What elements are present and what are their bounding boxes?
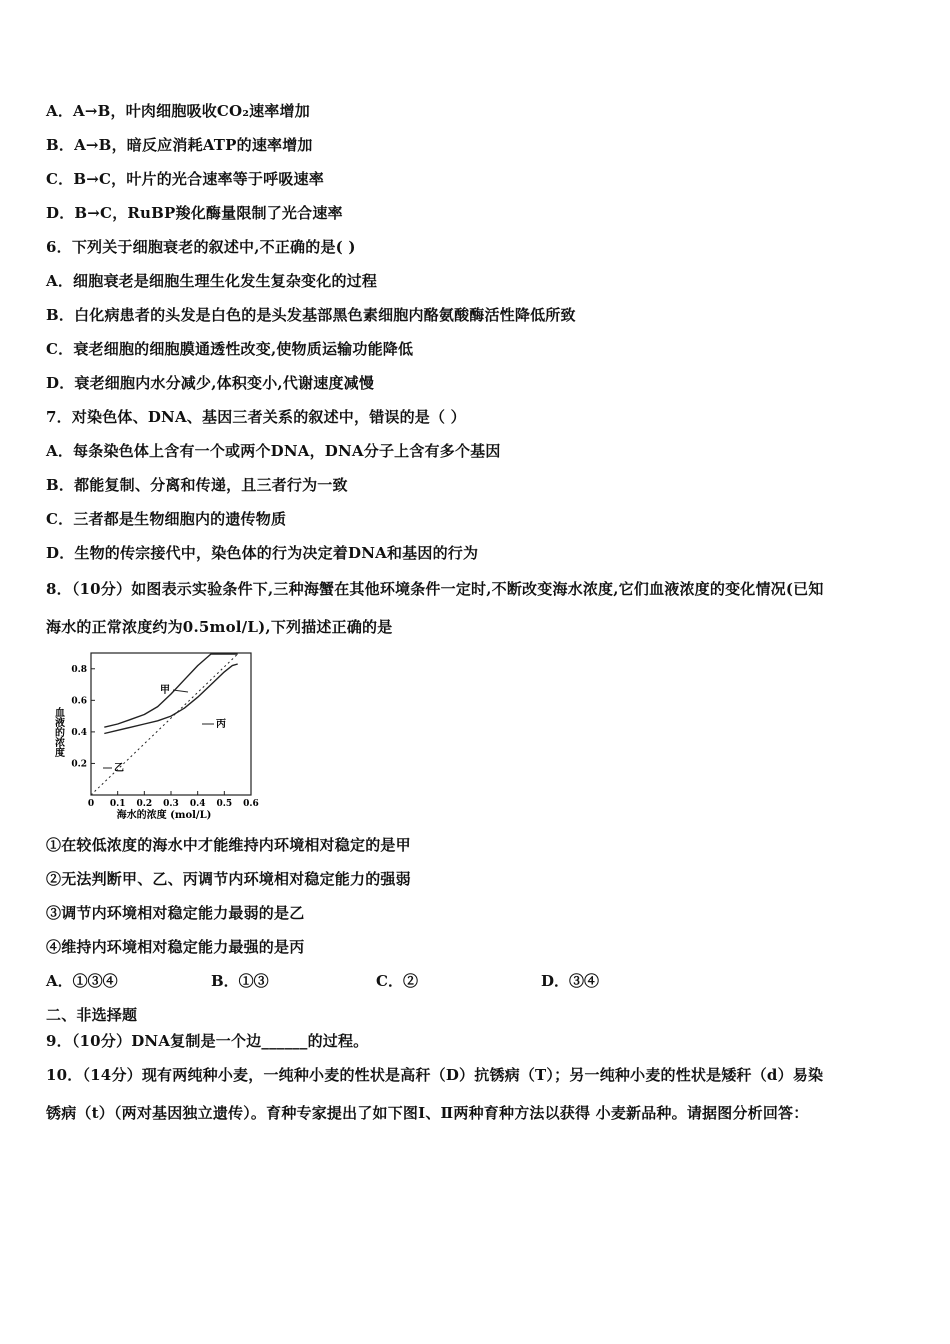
x-tick-label: 0.1 [109,799,126,809]
q6-option-c: C．衰老细胞的细胞膜通透性改变,使物质运输功能降低 [46,340,414,358]
crab-blood-concentration-chart [46,645,276,825]
q7-option-c: C．三者都是生物细胞内的遗传物质 [46,510,287,528]
y-tick-label: 0.6 [71,696,87,707]
q7-option-a: A．每条染色体上含有一个或两个DNA，DNA分子上含有多个基因 [46,442,501,460]
q7-stem: 7．对染色体、DNA、基因三者关系的叙述中，错误的是（ ） [46,408,466,426]
q10-stem-line2: 锈病（t）（两对基因独立遗传）。育种专家提出了如下图Ⅰ、Ⅱ两种育种方法以获得 小麦新品种。请据图分析回答： [46,1104,809,1122]
q5-option-b: B．A→B，暗反应消耗ATP的速率增加 [46,136,313,154]
statement-4: ④维持内环境相对稳定能力最强的是丙 [46,938,305,956]
statement-1: ①在较低浓度的海水中才能维持内环境相对稳定的是甲 [46,836,411,854]
series-label-jia: 甲 [160,685,170,696]
q8-stem-line1: 8．（10分）如图表示实验条件下,三种海蟹在其他环境条件一定时,不断改变海水浓度,它们血液浓度的变化情况(已知 [46,580,824,598]
q5-option-c: C．B→C，叶片的光合速率等于呼吸速率 [46,170,324,188]
x-tick-label: 0.2 [136,799,153,809]
q7-option-b: B．都能复制、分离和传递，且三者行为一致 [46,476,348,494]
q5-option-d: D．B→C，RuBP羧化酶量限制了光合速率 [46,204,343,222]
section-heading: 二、非选择题 [46,1006,138,1024]
q5-option-a: A．A→B，叶肉细胞吸收CO₂速率增加 [46,102,310,120]
y-tick-label: 0.2 [71,759,87,770]
statement-3: ③调节内环境相对稳定能力最弱的是乙 [46,904,305,922]
q8-stem-line2: 海水的正常浓度约为0.5mol/L),下列描述正确的是 [46,618,393,636]
x-tick-label: 0 [87,799,95,809]
x-tick-label: 0.3 [163,799,179,809]
y-tick-label: 0.4 [71,727,87,738]
chart-x-label: 海水的浓度 (mol/L) [116,810,212,821]
series-label-yi: 乙 [114,763,124,774]
series-pointer-jia [173,690,188,692]
q8-option-c: C．② [376,972,418,990]
statement-2: ②无法判断甲、乙、丙调节内环境相对稳定能力的强弱 [46,870,411,888]
q6-stem: 6．下列关于细胞衰老的叙述中,不正确的是( ) [46,238,356,256]
q9-stem: 9．（10分）DNA复制是一个边______的过程。 [46,1032,369,1050]
series-label-bing: 丙 [216,719,226,730]
q6-option-d: D．衰老细胞内水分减少,体积变小,代谢速度减慢 [46,374,375,392]
q8-option-b: B．①③ [211,972,269,990]
x-tick-label: 0.4 [189,799,206,809]
q8-option-a: A．①③④ [46,972,118,990]
x-tick-label: 0.6 [243,799,259,809]
q8-option-d: D．③④ [541,972,600,990]
q7-option-d: D．生物的传宗接代中，染色体的行为决定着DNA和基因的行为 [46,544,479,562]
y-tick-label: 0.8 [71,664,87,675]
chart-x-ticks [88,791,259,809]
chart-y-label: 血液的浓度 [52,707,64,757]
x-tick-label: 0.5 [216,799,233,809]
q6-option-a: A．细胞衰老是细胞生理生化发生复杂变化的过程 [46,272,378,290]
q10-stem-line1: 10．（14分）现有两纯种小麦，一纯种小麦的性状是高秆（D）抗锈病（T）；另一纯种小麦的性状是矮秆（d）易染 [46,1066,824,1084]
q6-option-b: B．白化病患者的头发是白色的是头发基部黑色素细胞内酪氨酸酶活性降低所致 [46,306,576,324]
